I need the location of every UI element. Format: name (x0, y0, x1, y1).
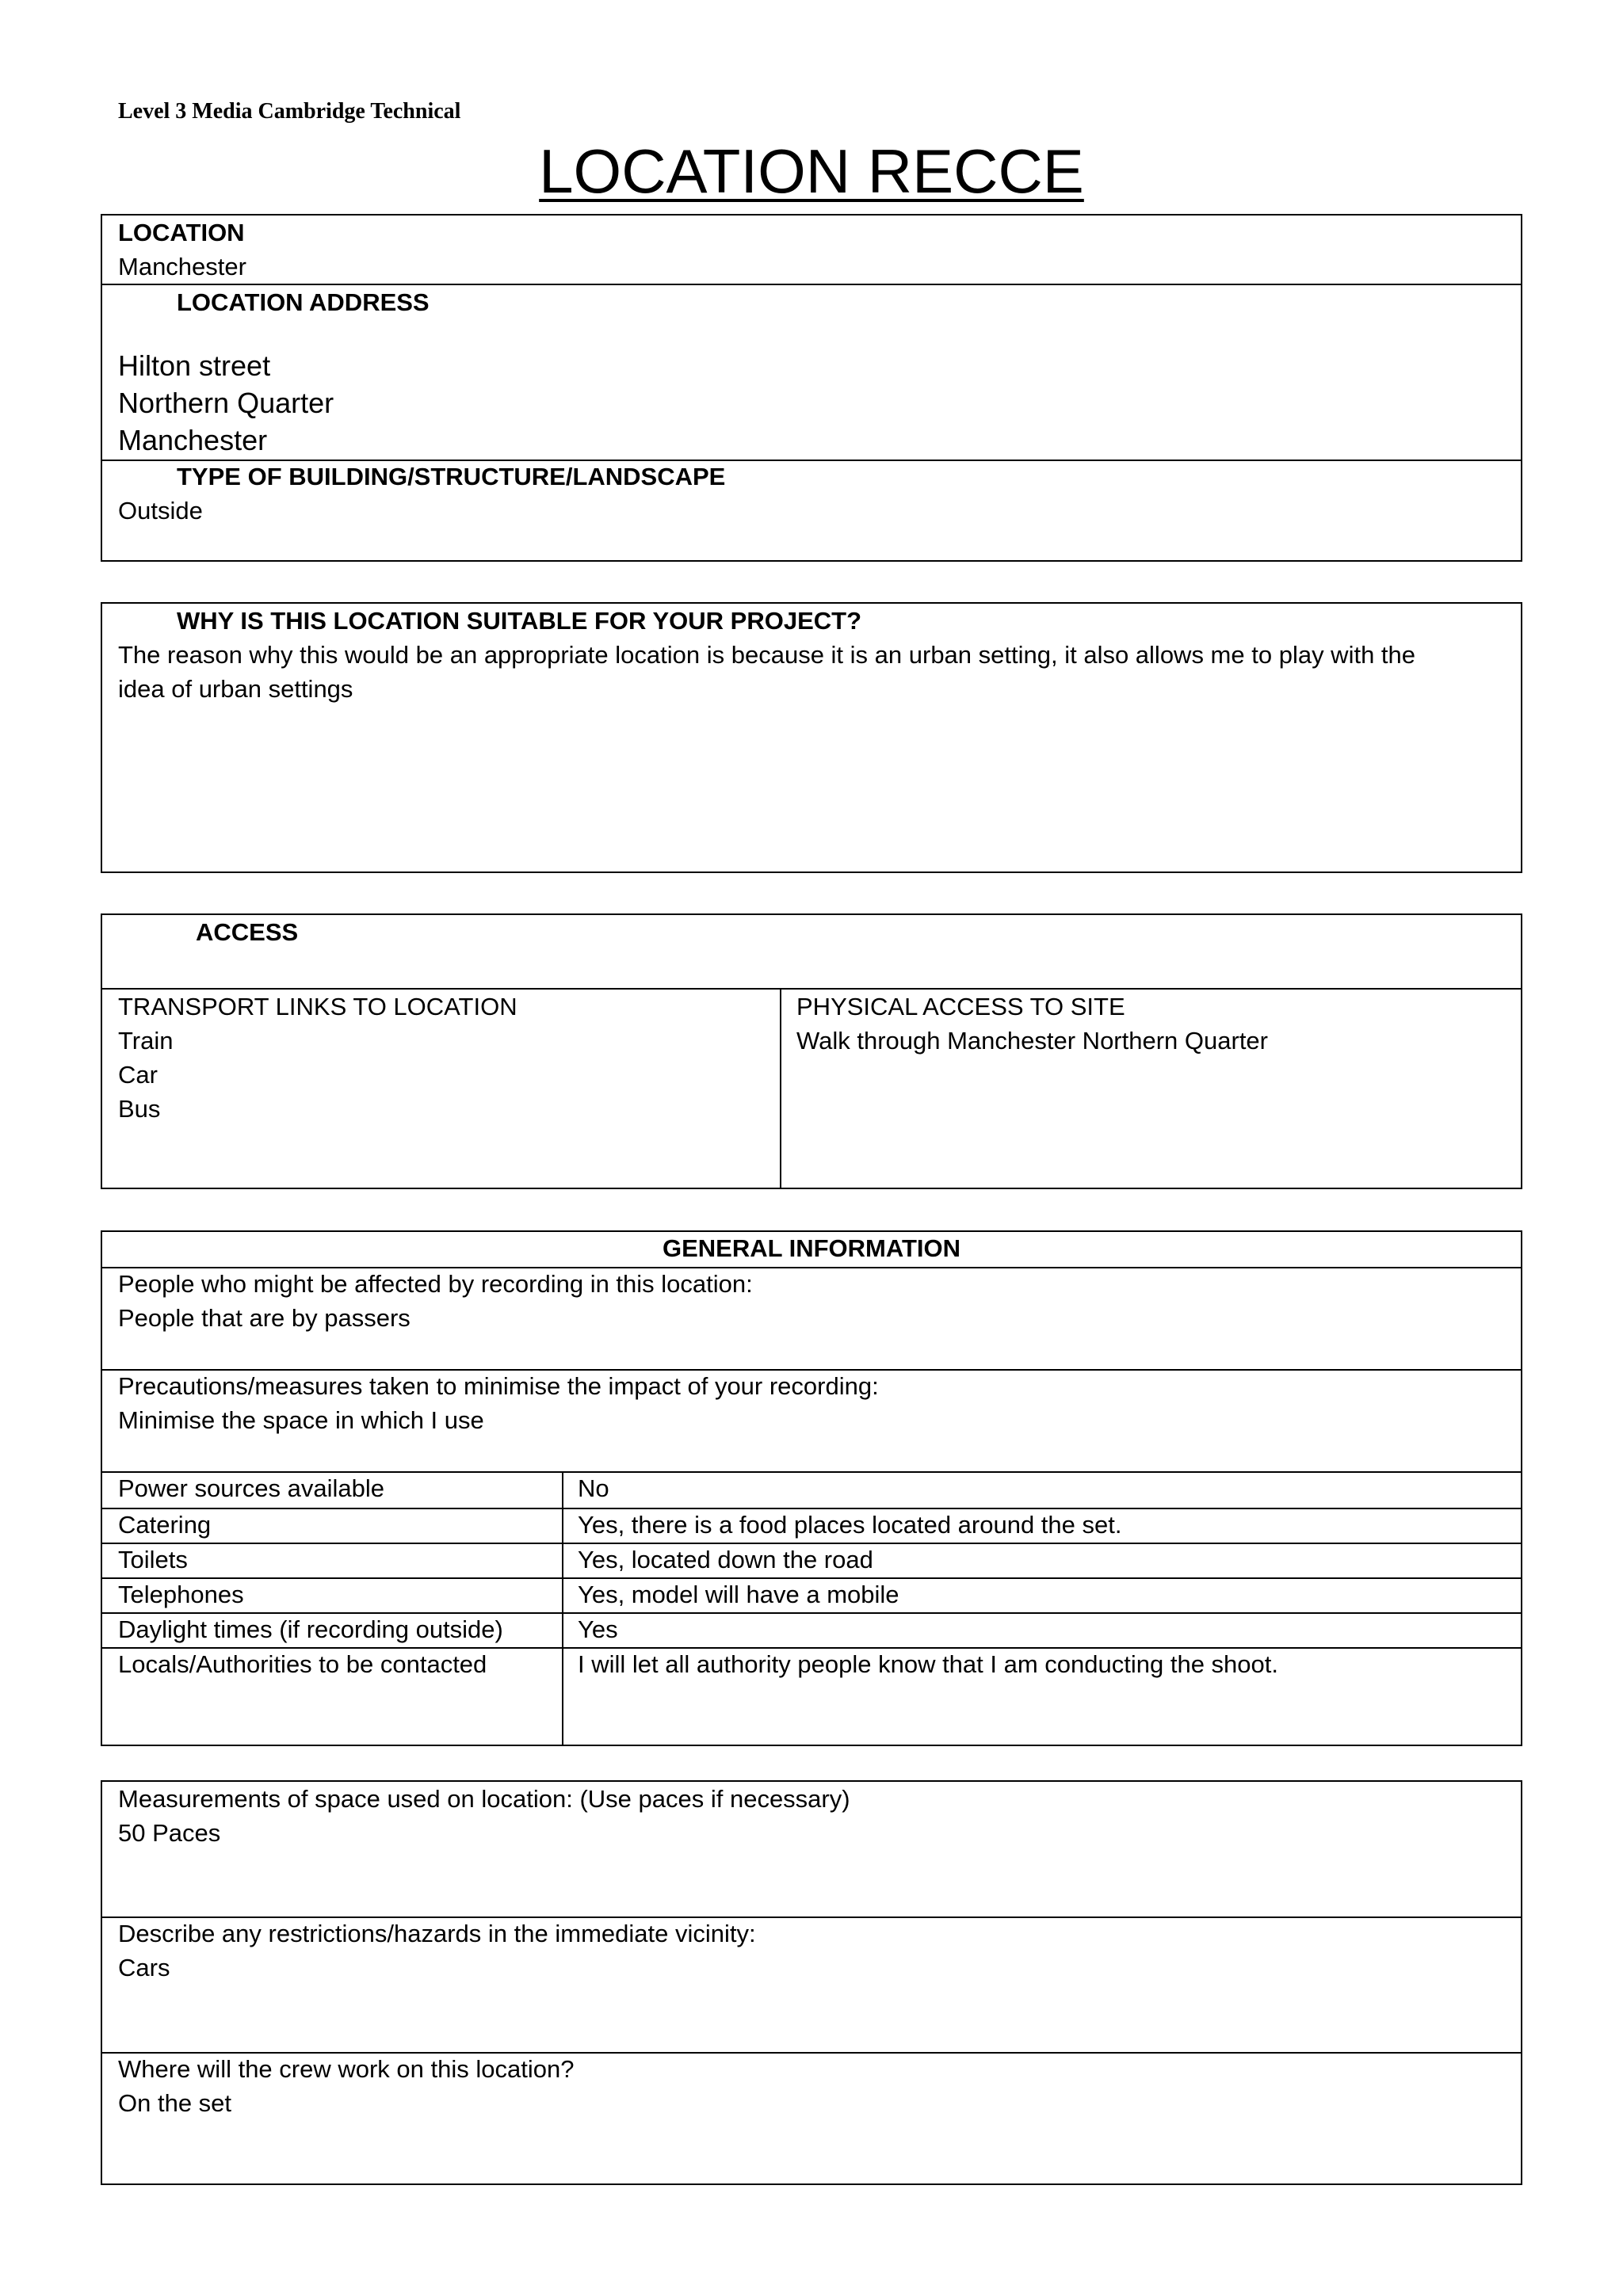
table-row (102, 1543, 1521, 1577)
address-label: LOCATION ADDRESS (177, 288, 430, 316)
location-value: Manchester (118, 253, 246, 280)
transport-item-car: Car (118, 1061, 158, 1089)
space-label: Measurements of space used on location: (Use paces if necessary) (118, 1785, 850, 1813)
hazards-value: Cars (118, 1954, 170, 1981)
transport-item-train: Train (118, 1027, 174, 1055)
info-table (102, 1471, 1521, 1745)
table-row-value: Yes, model will have a mobile (578, 1581, 899, 1608)
table-row-label: Locals/Authorities to be contacted (118, 1650, 487, 1678)
table-row (102, 1612, 1521, 1647)
access-column-divider (780, 990, 781, 1188)
transport-label: TRANSPORT LINKS TO LOCATION (118, 993, 517, 1020)
hazards-label: Describe any restrictions/hazards in the immediate vicinity: (118, 1920, 756, 1947)
table-row-label: Daylight times (if recording outside) (118, 1615, 503, 1643)
precautions-value: Minimise the space in which I use (118, 1406, 484, 1434)
physical-access-value: Walk through Manchester Northern Quarter (796, 1027, 1268, 1055)
crew-label: Where will the crew work on this location? (118, 2055, 575, 2083)
space-value: 50 Paces (118, 1819, 221, 1847)
type-value: Outside (118, 497, 203, 524)
crew-value: On the set (118, 2089, 232, 2117)
access-box (101, 913, 1522, 1189)
table-row-value: Yes, located down the road (578, 1546, 873, 1573)
address-line-2: Northern Quarter (118, 387, 334, 419)
location-box (101, 214, 1522, 562)
address-line-3: Manchester (118, 424, 268, 456)
table-row (102, 1577, 1521, 1612)
suitability-line-2: idea of urban settings (118, 675, 353, 703)
table-row-label: Catering (118, 1511, 212, 1539)
measurements-box (101, 1780, 1522, 2185)
table-row-label: Power sources available (118, 1474, 385, 1502)
table-row-value: I will let all authority people know that I am conducting the shoot. (578, 1650, 1278, 1678)
transport-item-bus: Bus (118, 1095, 161, 1123)
table-row-label: Toilets (118, 1546, 188, 1573)
address-row (102, 284, 1521, 460)
location-label: LOCATION (118, 219, 245, 246)
hazards-row (102, 1917, 1521, 2052)
general-info-box (101, 1230, 1522, 1746)
table-row-value: Yes (578, 1615, 618, 1643)
table-row (102, 1473, 1521, 1508)
location-row (102, 215, 1521, 284)
affected-value: People that are by passers (118, 1304, 411, 1332)
access-detail-row (102, 988, 1521, 1188)
page-title-text: LOCATION RECCE (539, 136, 1084, 206)
suitability-label: WHY IS THIS LOCATION SUITABLE FOR YOUR PROJECT? (177, 607, 862, 635)
type-label: TYPE OF BUILDING/STRUCTURE/LANDSCAPE (177, 463, 726, 490)
type-row (102, 460, 1521, 560)
table-row (102, 1647, 1521, 1746)
access-header-row (102, 915, 1521, 988)
table-row-label: Telephones (118, 1581, 244, 1608)
precautions-row (102, 1369, 1521, 1471)
page-title (0, 133, 1623, 209)
address-line-1: Hilton street (118, 349, 271, 382)
affected-label: People who might be affected by recording in this location: (118, 1270, 753, 1298)
precautions-label: Precautions/measures taken to minimise the impact of your recording: (118, 1372, 879, 1400)
physical-access-label: PHYSICAL ACCESS TO SITE (796, 993, 1125, 1020)
table-row (102, 1508, 1521, 1543)
space-row (102, 1782, 1521, 1917)
general-info-label: GENERAL INFORMATION (662, 1234, 960, 1262)
suitability-line-1: The reason why this would be an appropriate location is because it is an urban setting, it also allows me to play with the (118, 641, 1416, 669)
crew-row (102, 2052, 1521, 2183)
affected-row (102, 1267, 1521, 1369)
general-header-row (102, 1232, 1521, 1267)
access-label: ACCESS (196, 918, 299, 946)
table-row-value: No (578, 1474, 609, 1502)
course-header: Level 3 Media Cambridge Technical (118, 99, 461, 124)
suitability-box (101, 602, 1522, 873)
table-row-value: Yes, there is a food places located around the set. (578, 1511, 1122, 1539)
